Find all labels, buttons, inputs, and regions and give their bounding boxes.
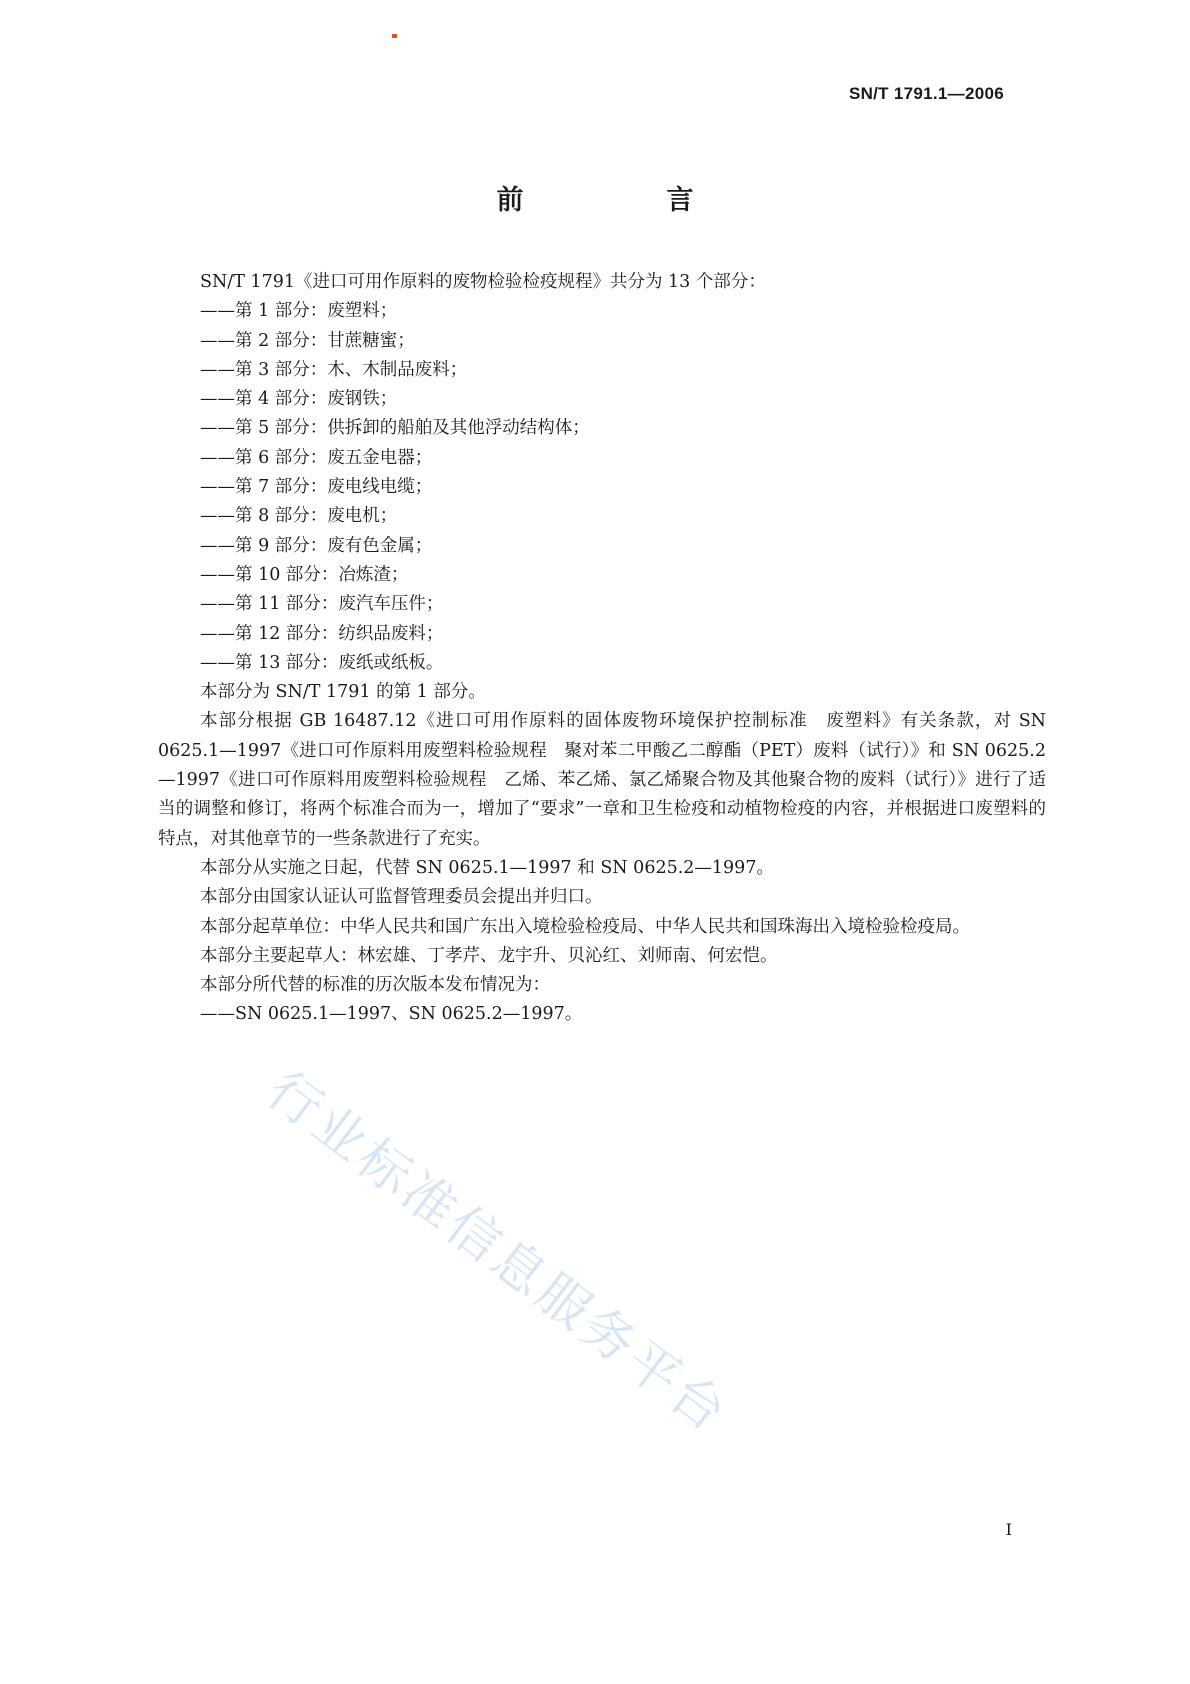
paragraph: 本部分所代替的标准的历次版本发布情况为： [200, 975, 550, 996]
page-number: I [1005, 1520, 1012, 1539]
standard-code: SN/T 1791.1—2006 [848, 84, 1004, 103]
part-item: ——第 9 部分：废有色金属； [200, 535, 433, 556]
part-item: ——第 2 部分：甘蔗糖蜜； [200, 330, 415, 351]
part-item: ——第 11 部分：废汽车压件； [200, 594, 444, 615]
part-item: ——第 3 部分：木、木制品废料； [200, 359, 468, 380]
top-orange-mark [392, 34, 397, 38]
part-item: ——第 10 部分：冶炼渣； [200, 564, 409, 585]
part-item: ——第 12 部分：纺织品废料； [200, 623, 444, 644]
paragraph: 本部分根据 GB 16487.12《进口可用作原料的固体废物环境保护控制标准 废塑料》有关条款，对 SN 0625.1—1997《进口可作原料用废塑料检验规程 聚对苯二甲酸乙二醇酯（PET）废料（试行）》和 SN 0625.2—1997《进口可作原料用废塑料检验规程 乙烯、苯乙烯、氯乙烯聚合物及其他聚合物的废料（试行）》进行了适当的调整和修订，将两个标准合而为一，增加了“要求”一章和卫生检疫和动植物检疫的内容，并根据进口废塑料的特点，对其他章节的一些条款进行了充实。 [158, 711, 1046, 849]
document-body [158, 268, 1046, 1030]
paragraph: 本部分主要起草人：林宏雄、丁孝芹、龙宇升、贝沁红、刘师南、何宏恺。 [200, 945, 778, 966]
part-item: ——第 7 部分：废电线电缆； [200, 477, 433, 498]
page-title: 前 言 [496, 185, 752, 216]
history-line: ——SN 0625.1—1997、SN 0625.2—1997。 [200, 1004, 583, 1025]
paragraph: 本部分起草单位：中华人民共和国广东出入境检验检疫局、中华人民共和国珠海出入境检验检疫局。 [200, 916, 970, 937]
paragraph: 本部分由国家认证认可监督管理委员会提出并归口。 [200, 887, 603, 908]
paragraph: 本部分从实施之日起，代替 SN 0625.1—1997 和 SN 0625.2—1997。 [200, 857, 774, 878]
watermark: 行业标准信息服务平台 [256, 1060, 740, 1446]
part-item: ——第 13 部分：废纸或纸板。 [200, 652, 444, 673]
part-item: ——第 4 部分：废钢铁； [200, 389, 398, 410]
part-item: ——第 8 部分：废电机； [200, 506, 398, 527]
paragraph: 本部分为 SN/T 1791 的第 1 部分。 [200, 682, 486, 703]
part-item: ——第 5 部分：供拆卸的船舶及其他浮动结构体； [200, 418, 590, 439]
part-item: ——第 1 部分：废塑料； [200, 301, 398, 322]
intro-line: SN/T 1791《进口可用作原料的废物检验检疫规程》共分为 13 个部分： [200, 272, 766, 292]
part-item: ——第 6 部分：废五金电器； [200, 447, 433, 468]
